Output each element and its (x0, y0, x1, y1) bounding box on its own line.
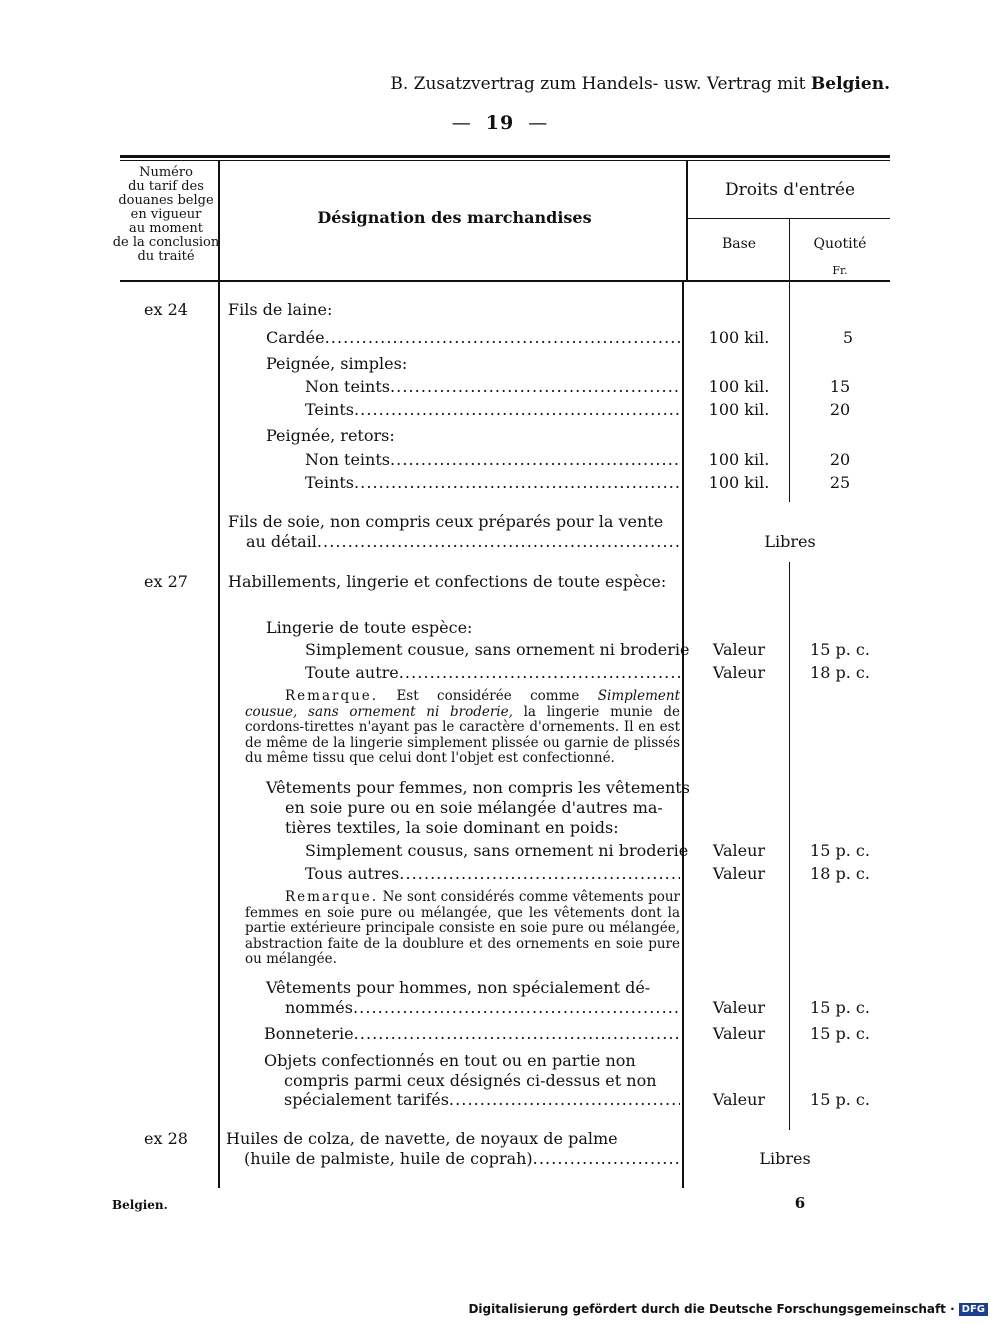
quotite-value: 15 p. c. (810, 1024, 870, 1043)
header-num-line: du traité (137, 249, 195, 264)
item-label: Toute autre (305, 663, 399, 682)
libres-value: Libres (759, 1149, 811, 1168)
tariff-number: ex 24 (144, 300, 188, 319)
item-simplement-cousus: Simplement cousus, sans ornement ni broderie (305, 841, 689, 860)
leader-dots (325, 328, 680, 348)
base-value: 100 kil. (708, 377, 770, 396)
header-num-line: Numéro (139, 165, 193, 180)
base-value: Valeur (712, 841, 766, 860)
remark-italic: sans ornement ni broderie, (308, 703, 513, 720)
item-toute-autre (305, 663, 680, 683)
item-label: Tous autres (305, 864, 400, 883)
item-objets: Objets confectionnés en tout ou en partie non (264, 1051, 636, 1070)
running-head-text: B. Zusatzvertrag zum Handels- usw. Vertrag mit (390, 74, 806, 94)
leader-dots (354, 473, 680, 493)
credit-text: Digitalisierung gefördert durch die Deutsche Forschungsgemeinschaft · (468, 1302, 955, 1316)
leader-dots (399, 663, 680, 683)
quotite-value: 18 p. c. (810, 864, 870, 883)
leader-dots (390, 377, 680, 397)
header-num-line: au moment (128, 221, 204, 236)
item-teints (305, 400, 680, 420)
item-fils-soie: Fils de soie, non compris ceux préparés pour la vente (228, 512, 664, 531)
leader-dots (449, 1090, 680, 1110)
header-droits: Droits d'entrée (724, 180, 856, 200)
quotite-value: 5 (842, 328, 854, 347)
leader-dots (354, 1024, 680, 1044)
header-unit: Fr. (832, 264, 848, 277)
header-num-line: du tarif des (128, 179, 204, 194)
item-cardee (266, 328, 680, 348)
item-non-teints (305, 450, 680, 470)
leader-dots (533, 1149, 680, 1169)
remark-text: Est considérée comme (378, 688, 598, 704)
footer-signature: 6 (794, 1194, 806, 1212)
header-base: Base (721, 236, 757, 252)
item-label: Non teints (305, 377, 390, 396)
item-label: nommés (285, 998, 353, 1017)
base-value: Valeur (712, 864, 766, 883)
tariff-number: ex 27 (144, 572, 188, 591)
header-num-line: douanes belge (118, 193, 214, 208)
quotite-value: 15 p. c. (810, 640, 870, 659)
item-label: Non teints (305, 450, 390, 469)
base-value: Valeur (712, 640, 766, 659)
header-designation: Désignation des marchandises (317, 208, 592, 227)
quotite-value: 15 (829, 377, 851, 396)
item-teints (305, 473, 680, 493)
item-label: Teints (305, 400, 354, 419)
leader-dots (390, 450, 680, 470)
footer-left: Belgien. (112, 1198, 168, 1212)
base-value: 100 kil. (708, 450, 770, 469)
item-huiles: Huiles de colza, de navette, de noyaux de palme (226, 1129, 618, 1148)
remark-label: Remarque. (285, 688, 379, 704)
item-vetements-hommes: Vêtements pour hommes, non spécialement dé- (266, 978, 651, 997)
leader-dots (354, 400, 680, 420)
remark-lingerie (245, 689, 680, 767)
libres-value: Libres (764, 532, 816, 551)
item-label: (huile de palmiste, huile de coprah) (244, 1149, 533, 1168)
base-value: 100 kil. (708, 473, 770, 492)
item-peignee-simples: Peignée, simples: (266, 354, 408, 373)
quotite-value: 15 p. c. (810, 998, 870, 1017)
item-vetements-femmes-cont: en soie pure ou en soie mélangée d'autres ma- (285, 798, 663, 817)
base-value: 100 kil. (708, 328, 770, 347)
quotite-value: 15 p. c. (810, 841, 870, 860)
quotite-value: 20 (829, 450, 851, 469)
remark-text: Ne sont considérés comme vêtements pour femmes en soie pure ou mélangée, que les vêtements dont la partie extérieure principale consiste en soie pure ou mélangée, abstraction faite de la doublure et des ornements en soie pure ou mélangée. (245, 889, 680, 967)
remark-text: la lingerie munie de cordons-tirettes n'ayant pas le caractère d'ornements. Il en est de même de la lingerie simplement plissée ou garnie de plissés du même tissu que celui dont l'objet est confectionné. (245, 703, 680, 766)
header-quotite: Quotité (813, 236, 867, 252)
table-top-rule-thin (120, 160, 890, 161)
base-value: Valeur (712, 998, 766, 1017)
digitization-credit (468, 1302, 988, 1316)
item-label: Teints (305, 473, 354, 492)
item-label: Bonneterie (264, 1024, 354, 1043)
base-value: Valeur (712, 1024, 766, 1043)
base-value: Valeur (712, 1090, 766, 1109)
item-peignee-retors: Peignée, retors: (266, 426, 395, 445)
item-simplement-cousue: Simplement cousue, sans ornement ni broderie (305, 640, 690, 659)
dfg-logo: DFG (959, 1303, 988, 1316)
running-head-country: Belgien. (810, 74, 890, 94)
page-number: — 19 — (451, 112, 549, 134)
item-vetements-femmes-cont: tières textiles, la soie dominant en poids: (285, 818, 619, 837)
table-top-rule (120, 155, 890, 158)
item-vetements-hommes-cont (285, 998, 680, 1018)
item-habillements: Habillements, lingerie et confections de toute espèce: (228, 572, 667, 591)
item-label: spécialement tarifés (284, 1090, 449, 1109)
item-fils-soie-cont (246, 532, 680, 552)
base-value: 100 kil. (708, 400, 770, 419)
header-num (112, 166, 220, 264)
leader-dots (353, 998, 680, 1018)
leader-dots (399, 864, 680, 884)
item-lingerie: Lingerie de toute espèce: (266, 618, 473, 637)
item-tous-autres (305, 864, 680, 884)
leader-dots (317, 532, 680, 552)
item-huiles-cont (244, 1149, 680, 1169)
remark-italic: Simplement cousue, (245, 688, 680, 720)
remark-vetements (245, 890, 680, 968)
running-head (390, 74, 890, 94)
item-label: Cardée (266, 328, 325, 347)
base-value: Valeur (712, 663, 766, 682)
tariff-number: ex 28 (144, 1129, 188, 1148)
quotite-value: 20 (829, 400, 851, 419)
header-bottom-rule (120, 280, 890, 282)
item-bonneterie (264, 1024, 680, 1044)
col-divider-desig-body (682, 282, 684, 1188)
item-fils-laine: Fils de laine: (228, 300, 333, 319)
item-non-teints (305, 377, 680, 397)
page-number-value: 19 (485, 112, 515, 134)
quotite-value: 18 p. c. (810, 663, 870, 682)
item-vetements-femmes: Vêtements pour femmes, non compris les vêtements (266, 778, 690, 797)
item-label: au détail (246, 532, 317, 551)
remark-label: Remarque. (285, 889, 379, 905)
item-objets-cont (284, 1090, 680, 1110)
quotite-value: 15 p. c. (810, 1090, 870, 1109)
header-num-line: de la conclusion (112, 235, 220, 250)
quotite-value: 25 (829, 473, 851, 492)
item-objets-cont: compris parmi ceux désignés ci-dessus et non (284, 1071, 657, 1090)
header-num-line: en vigueur (130, 207, 202, 222)
